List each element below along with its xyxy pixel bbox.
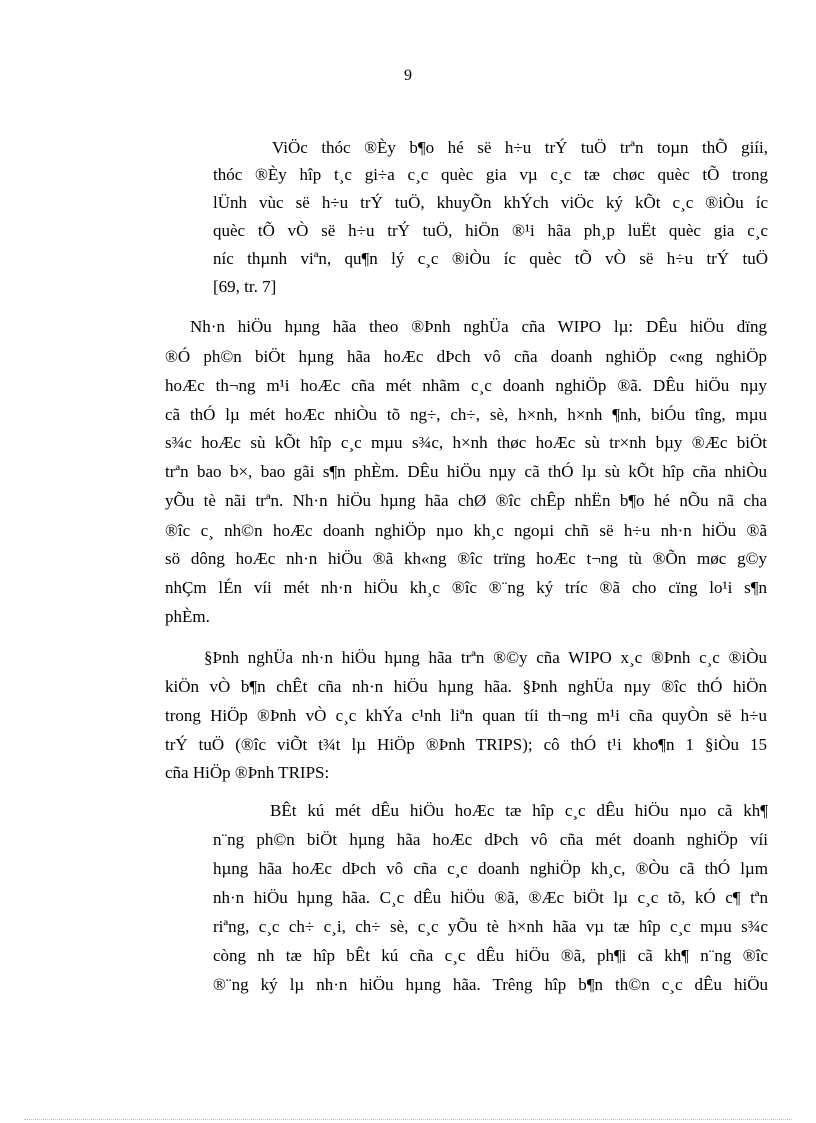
paragraph-line: Nh·n hiÖu hµng hãa theo ®Þnh nghÜa cña WIPO lµ: DÊu hiÖu dïng [190, 317, 767, 336]
paragraph-line: §Þnh nghÜa nh·n hiÖu hµng hãa trªn ®©y cña WIPO x¸c ®Þnh c¸c ®iÒu [204, 648, 767, 667]
quote2-line: còng nh tæ hîp bÊt kú cña c¸c dÊu hiÖu ®ã, ph¶i cã kh¶ n¨ng ®îc [213, 946, 768, 965]
page-bottom-rule [24, 1119, 792, 1120]
paragraph-line: cã thÓ lµ mét hoÆc nhiÒu tõ ng÷, ch÷, sè, h×nh, h×nh ¶nh, biÓu tîng, mµu [165, 405, 767, 424]
paragraph-line: ®îc c¸ nh©n hoÆc doanh nghiÖp nµo kh¸c ngoµi chñ së h÷u nh·n hiÖu ®ã [165, 521, 767, 540]
quote1-line: lÜnh vùc së h÷u trÝ tuÖ, khuyÕn khÝch viÖc ký kÕt c¸c ®iÒu íc [213, 193, 768, 212]
quote2-line: riªng, c¸c ch÷ c¸i, ch÷ sè, c¸c yÕu tè h×nh hãa vµ tæ hîp c¸c mµu s¾c [213, 917, 768, 936]
paragraph-line: trÝ tuÖ (®îc viÕt t¾t lµ HiÖp ®Þnh TRIPS); cô thÓ t¹i kho¶n 1 §iÒu 15 [165, 735, 767, 754]
quote2-line: nh·n hiÖu hµng hãa. C¸c dÊu hiÖu ®ã, ®Æc biÖt lµ c¸c tõ, kÓ c¶ tªn [213, 888, 768, 907]
quote1-line: thóc ®Èy hîp t¸c gi÷a c¸c quèc gia vµ c¸c tæ chøc quèc tÕ trong [213, 165, 768, 184]
quote2-line: BÊt kú mét dÊu hiÖu hoÆc tæ hîp c¸c dÊu hiÖu nµo cã kh¶ [270, 801, 768, 820]
paragraph-line: yÕu tè nãi trªn. Nh·n hiÖu hµng hãa chØ ®îc chÊp nhËn b¶o hé nÕu nã cha [165, 491, 767, 510]
quote1-line: quèc tÕ vÒ së h÷u trÝ tuÖ, hiÖn ®¹i hãa ph¸p luËt quèc gia c¸c [213, 221, 768, 240]
quote2-line: ®¨ng ký lµ nh·n hiÖu hµng hãa. Trêng hîp b¶n th©n c¸c dÊu hiÖu [213, 975, 768, 994]
paragraph-line: cña HiÖp ®Þnh TRIPS: [165, 763, 330, 782]
quote1-line: níc thµnh viªn, qu¶n lý c¸c ®iÒu íc quèc tÕ vÒ së h÷u trÝ tuÖ [213, 249, 768, 268]
quote2-line: n¨ng ph©n biÖt hµng hãa hoÆc dÞch vô cña mét doanh nghiÖp víi [213, 830, 768, 849]
paragraph-line: trong HiÖp ®Þnh vÒ c¸c khÝa c¹nh liªn quan tíi th¬ng m¹i cña quyÒn së h÷u [165, 706, 767, 725]
quote1-line: ViÖc thóc ®Èy b¶o hé së h÷u trÝ tuÖ trªn toµn thÕ giíi, [272, 138, 768, 157]
page-number: 9 [404, 67, 412, 84]
paragraph-line: phÈm. [165, 607, 210, 626]
paragraph-line: hoÆc th¬ng m¹i hoÆc cña mét nhãm c¸c doanh nghiÖp ®ã. DÊu hiÖu nµy [165, 376, 767, 395]
quote1-line: [69, tr. 7] [213, 277, 277, 296]
paragraph-line: kiÖn vÒ b¶n chÊt cña nh·n hiÖu hµng hãa. §Þnh nghÜa nµy ®îc thÓ hiÖn [165, 677, 767, 696]
paragraph-line: ®Ó ph©n biÖt hµng hãa hoÆc dÞch vô cña doanh nghiÖp c«ng nghiÖp [165, 347, 767, 366]
paragraph-line: nhÇm lÉn víi mét nh·n hiÖu kh¸c ®îc ®¨ng ký tríc ®ã cho cïng lo¹i s¶n [165, 578, 767, 597]
paragraph-line: s¾c hoÆc sù kÕt hîp c¸c mµu s¾c, h×nh thøc hoÆc sù tr×nh bµy ®Æc biÖt [165, 433, 767, 452]
quote2-line: hµng hãa hoÆc dÞch vô cña c¸c doanh nghiÖp kh¸c, ®Òu cã thÓ lµm [213, 859, 768, 878]
paragraph-line: trªn bao b×, bao gãi s¶n phÈm. DÊu hiÖu nµy cã thÓ lµ sù kÕt hîp cña nhiÒu [165, 462, 767, 481]
paragraph-line: sö dông hoÆc nh·n hiÖu ®ã kh«ng ®îc trïng hoÆc t¬ng tù ®Õn møc g©y [165, 549, 767, 568]
